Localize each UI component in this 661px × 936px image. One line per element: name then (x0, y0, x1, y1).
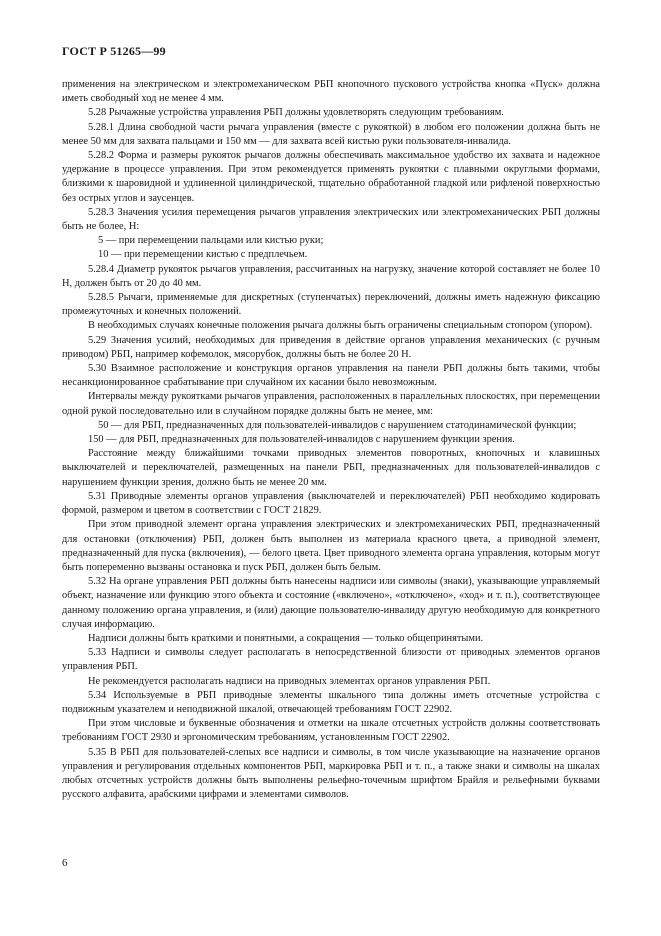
interval-item-50: 50 — для РБП, предназначенных для пользователей-инвалидов с нарушением статодинамической функции; (98, 419, 577, 431)
paragraph-labels-short: Надписи должны быть краткими и понятными, а сокращения — только общепринятыми. (88, 632, 484, 644)
clause-5-30: 5.30 Взаимное расположение и конструкция органов управления на панели РБП должны быть такими, чтобы несанкционированное срабатывание при случайном их касании было невозможным. (62, 363, 600, 389)
paragraph-scale-markings: При этом числовые и буквенные обозначения и отметки на шкале отсчетных устройств должны соответствовать требованиям ГОСТ 2930 и эргономическим требованиям, установленным ГОСТ 22902. (62, 718, 600, 744)
clause-5-28-1: 5.28.1 Длина свободной части рычага управления (вместе с рукояткой) в любом его положении должна быть не менее 50 мм для захвата пальцами и 150 мм — для захвата всей кистью руки пользователя-инвалида. (62, 121, 600, 147)
clause-5-31: 5.31 Приводные элементы органов управления (выключателей и переключателей) РБП необходимо кодировать формой, размером и цветом в соответствии с ГОСТ 21829. (62, 490, 600, 517)
interval-item-150: 150 — для РБП, предназначенных для пользователей-инвалидов с нарушением функции зрения. (88, 434, 515, 446)
paragraph-labels-not-recommended: Не рекомендуется располагать надписи на приводных элементах органов управления РБП. (88, 675, 491, 687)
clause-5-28-4: 5.28.4 Диаметр рукояток рычагов управления, рассчитанных на нагрузку, значение которой составляет не более 10 Н, должен быть от 20 до 40 мм. (62, 263, 600, 289)
paragraph-intervals: Интервалы между рукоятками рычагов управления, расположенных в параллельных плоскостях, при перемещении одной рукой последовательно или в случайном порядке должны быть не менее, мм: (62, 391, 600, 417)
clause-5-35: 5.35 В РБП для пользователей-слепых все надписи и символы, в том числе указывающие на назначение органов управления и регулирования отдельных компонентов РБП, маркировка РБП и т. п., а также знаки и символы на шкалах любых отсчетных устройств должны быть выполнены рельефно-точечным шрифтом Брайля и рельефными буквами русского алфавита, арабскими цифрами и элементами символов. (62, 746, 600, 801)
clause-5-28-3: 5.28.3 Значения усилия перемещения рычагов управления электрических или электромеханических РБП должны быть не более, Н: (62, 206, 600, 233)
force-item-forearm: 10 — при перемещении кистью с предплечьем. (98, 249, 308, 261)
clause-5-34: 5.34 Используемые в РБП приводные элементы шкального типа должны иметь отсчетные устройства с подвижным указателем и неподвижной шкалой, отвечающей требованиям ГОСТ 22902. (62, 689, 600, 715)
force-item-fingers: 5 — при перемещении пальцами или кистью руки; (98, 235, 324, 247)
document-header: ГОСТ Р 51265—99 (62, 44, 166, 58)
clause-5-28: 5.28 Рычажные устройства управления РБП должны удовлетворять следующим требованиям. (88, 107, 504, 119)
paragraph-stopper: В необходимых случаях конечные положения рычага должны быть ограничены специальным стопором (упором). (88, 320, 593, 332)
document-body (62, 78, 600, 802)
clause-5-32: 5.32 На органе управления РБП должны быть нанесены надписи или символы (знаки), указывающие управляемый объект, назначение или функцию этого объекта и состояние («включено», «отключено», «ход» и т. п.), соответствующее данному положению органа управления, и (или) дающие пользователю-инвалиду другую необходимую для конкретного случая информацию. (62, 576, 600, 630)
clause-5-29: 5.29 Значения усилий, необходимых для приведения в действие органов управления механических (с ручным приводом) РБП, например кофемолок, мясорубок, должны быть не более 20 Н. (62, 334, 600, 360)
page-number: 6 (62, 857, 68, 869)
paragraph-distance: Расстояние между ближайшими точками приводных элементов поворотных, кнопочных и клавишных выключателей и переключателей, размещенных на панели РБП, предназначенных для пользователей-инвалидов с нарушением функции зрения, должно быть не менее 20 мм. (62, 448, 600, 488)
clause-5-28-2: 5.28.2 Форма и размеры рукояток рычагов должны обеспечивать максимальное удобство их захвата и надежное удержание в процессе управления. При этом рекомендуется применять рукоятки с плавными округлыми формами, близкими к шаровидной и удлиненной цилиндрической, тщательно обработанной гладкой или рифленой поверхностью без острых углов и заусенцев. (62, 150, 600, 204)
clause-5-33: 5.33 Надписи и символы следует располагать в непосредственной близости от приводных элементов органов управления РБП. (62, 647, 600, 673)
paragraph-color-coding: При этом приводной элемент органа управления электрических и электромеханических РБП, предназначенный для остановки (отключения) РБП, должен быть выполнен из материала красного цвета, а приводной элемент, предназначенный для пуска (включения), — белого цвета. Цвет приводного элемента органа управления, которым могут быть попеременно вызваны остановка и пуск РБП, должен быть белым. (62, 519, 600, 573)
paragraph-continuation: применения на электрическом и электромеханическом РБП кнопочного пускового устройства кнопка «Пуск» должна иметь свободный ход не менее 4 мм. (62, 79, 600, 105)
clause-5-28-5: 5.28.5 Рычаги, применяемые для дискретных (ступенчатых) переключений, должны иметь надежную фиксацию промежуточных и конечных положений. (62, 292, 600, 318)
